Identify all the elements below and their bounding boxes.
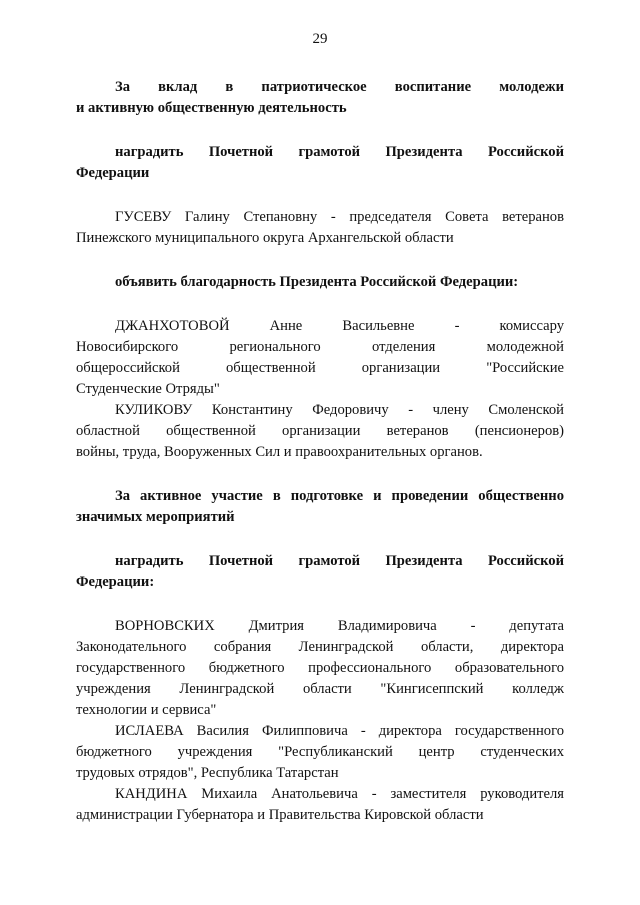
text-line: значимых мероприятий [76, 509, 235, 525]
text-line: Новосибирского регионального отделения молодежной [76, 339, 564, 355]
text-line: Законодательного собрания Ленинградской области, директора [76, 639, 564, 655]
page-number: 29 [312, 31, 328, 47]
text-line: КАНДИНА Михаила Анатольевича - заместителя руководителя [115, 786, 564, 802]
text-line: наградить Почетной грамотой Президента Российской [115, 553, 564, 569]
text-line: трудовых отрядов", Республика Татарстан [76, 765, 339, 781]
document-body [76, 77, 564, 826]
text-line: общероссийской общественной организации "Российские [76, 360, 564, 376]
text-line: государственного бюджетного профессионального образовательного [76, 660, 564, 676]
text-line: КУЛИКОВУ Константину Федоровичу - члену Смоленской [115, 402, 564, 418]
text-line: бюджетного учреждения "Республиканский центр студенческих [76, 744, 564, 760]
text-line: Студенческие Отряды" [76, 381, 220, 397]
text-line: ДЖАНХОТОВОЙ Анне Васильевне - комиссару [115, 318, 564, 334]
text-line: Пинежского муниципального округа Архангельской области [76, 230, 454, 246]
text-line: администрации Губернатора и Правительства Кировской области [76, 807, 484, 823]
text-line: ГУСЕВУ Галину Степановну - председателя Совета ветеранов [115, 209, 564, 225]
heading-patriotic [76, 77, 564, 119]
text-line: ВОРНОВСКИХ Дмитрия Владимировича - депутата [115, 618, 564, 634]
text-line: технологии и сервиса" [76, 702, 217, 718]
text-line: и активную общественную деятельность [76, 100, 347, 116]
recipient-vornovskikh [76, 616, 564, 721]
text-line: Федерации [76, 165, 150, 181]
text-line: наградить Почетной грамотой Президента Российской [115, 144, 564, 160]
recipient-kandin [76, 784, 564, 826]
recipient-kulikov [76, 400, 564, 463]
text-line: ИСЛАЕВА Василия Филипповича - директора государственного [115, 723, 564, 739]
award-gratitude [76, 272, 564, 293]
award-gramota-1 [76, 142, 564, 184]
heading-events [76, 486, 564, 528]
award-gramota-2 [76, 551, 564, 593]
text-line: войны, труда, Вооруженных Сил и правоохранительных органов. [76, 444, 483, 460]
text-line: За вклад в патриотическое воспитание молодежи [115, 79, 564, 95]
text-line: областной общественной организации ветеранов (пенсионеров) [76, 423, 564, 439]
text-line: объявить благодарность Президента Российской Федерации: [115, 274, 519, 290]
recipient-islaev [76, 721, 564, 784]
text-line: учреждения Ленинградской области "Кингисеппский колледж [76, 681, 564, 697]
text-line: Федерации: [76, 574, 155, 590]
recipient-guseva [76, 207, 564, 249]
recipient-dzhankhotova [76, 316, 564, 400]
text-line: За активное участие в подготовке и проведении общественно [115, 488, 564, 504]
